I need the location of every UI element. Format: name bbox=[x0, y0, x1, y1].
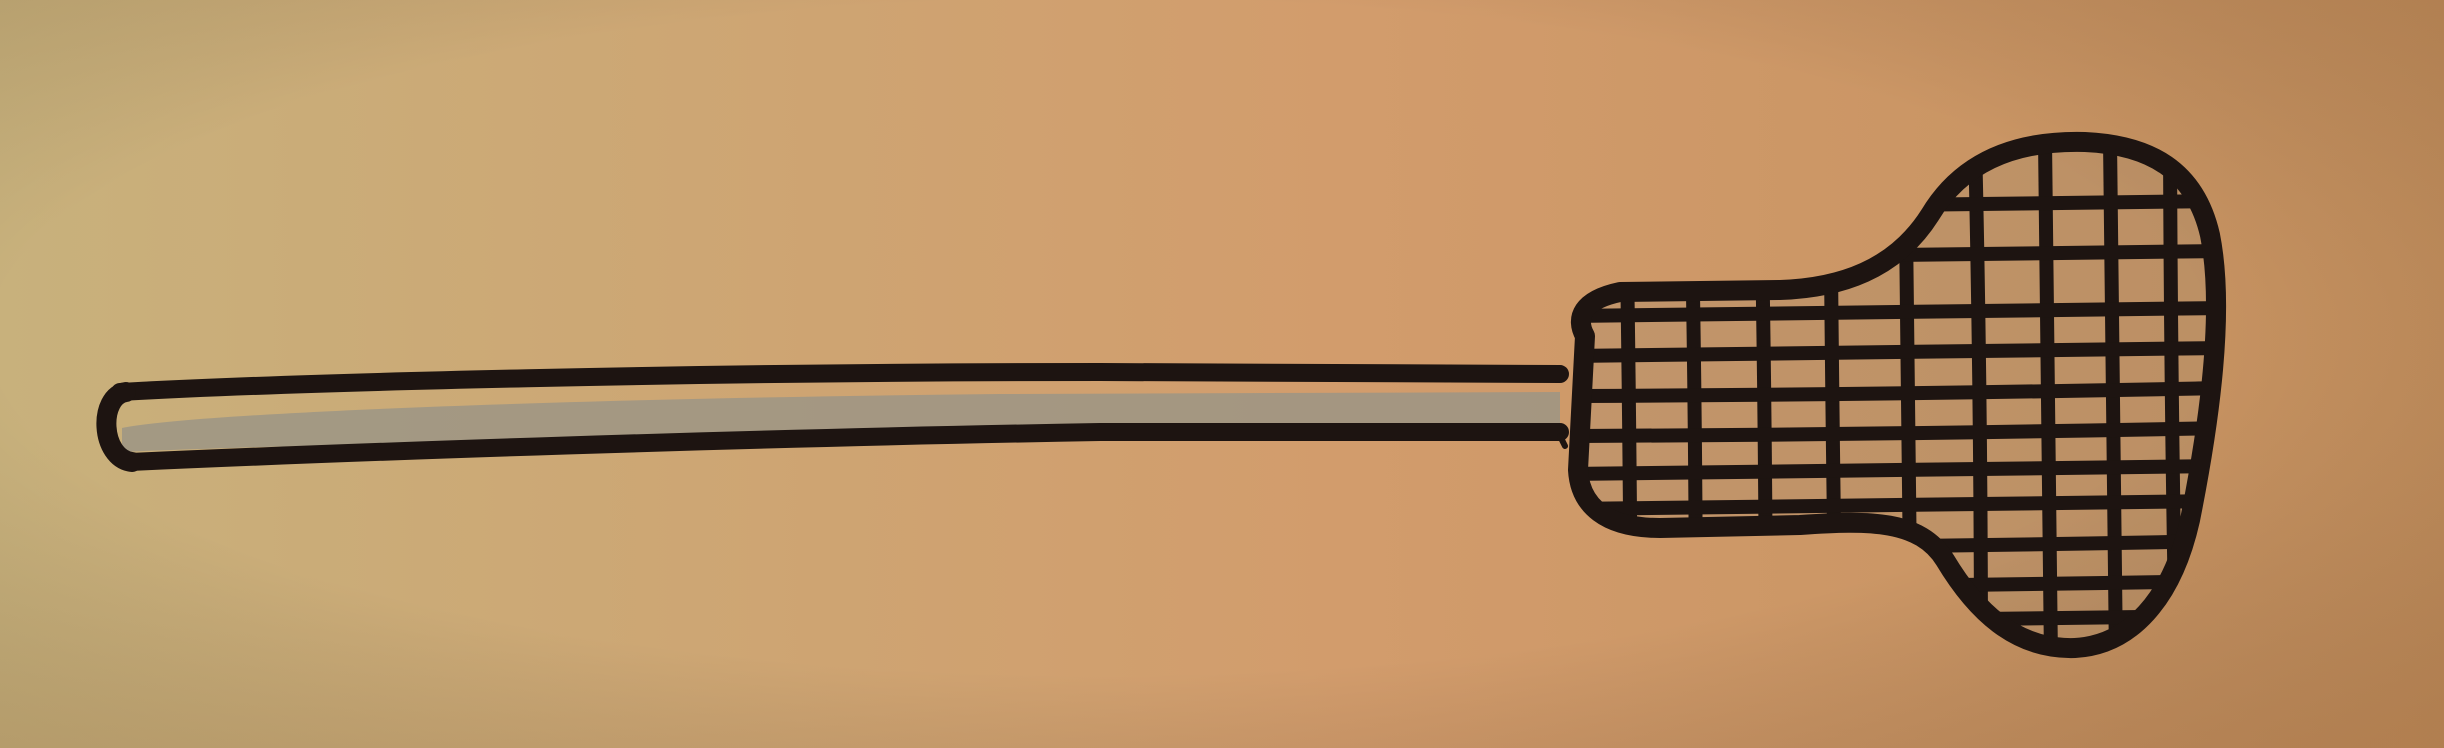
mesh-horizontal-string bbox=[1570, 428, 2225, 436]
mesh-horizontal-string bbox=[1570, 388, 2225, 396]
mesh-horizontal-string bbox=[1570, 466, 2225, 474]
mesh-horizontal-string bbox=[1570, 308, 2225, 316]
mesh-horizontal-string bbox=[1570, 348, 2225, 356]
mesh-horizontal-string bbox=[1570, 501, 2225, 509]
